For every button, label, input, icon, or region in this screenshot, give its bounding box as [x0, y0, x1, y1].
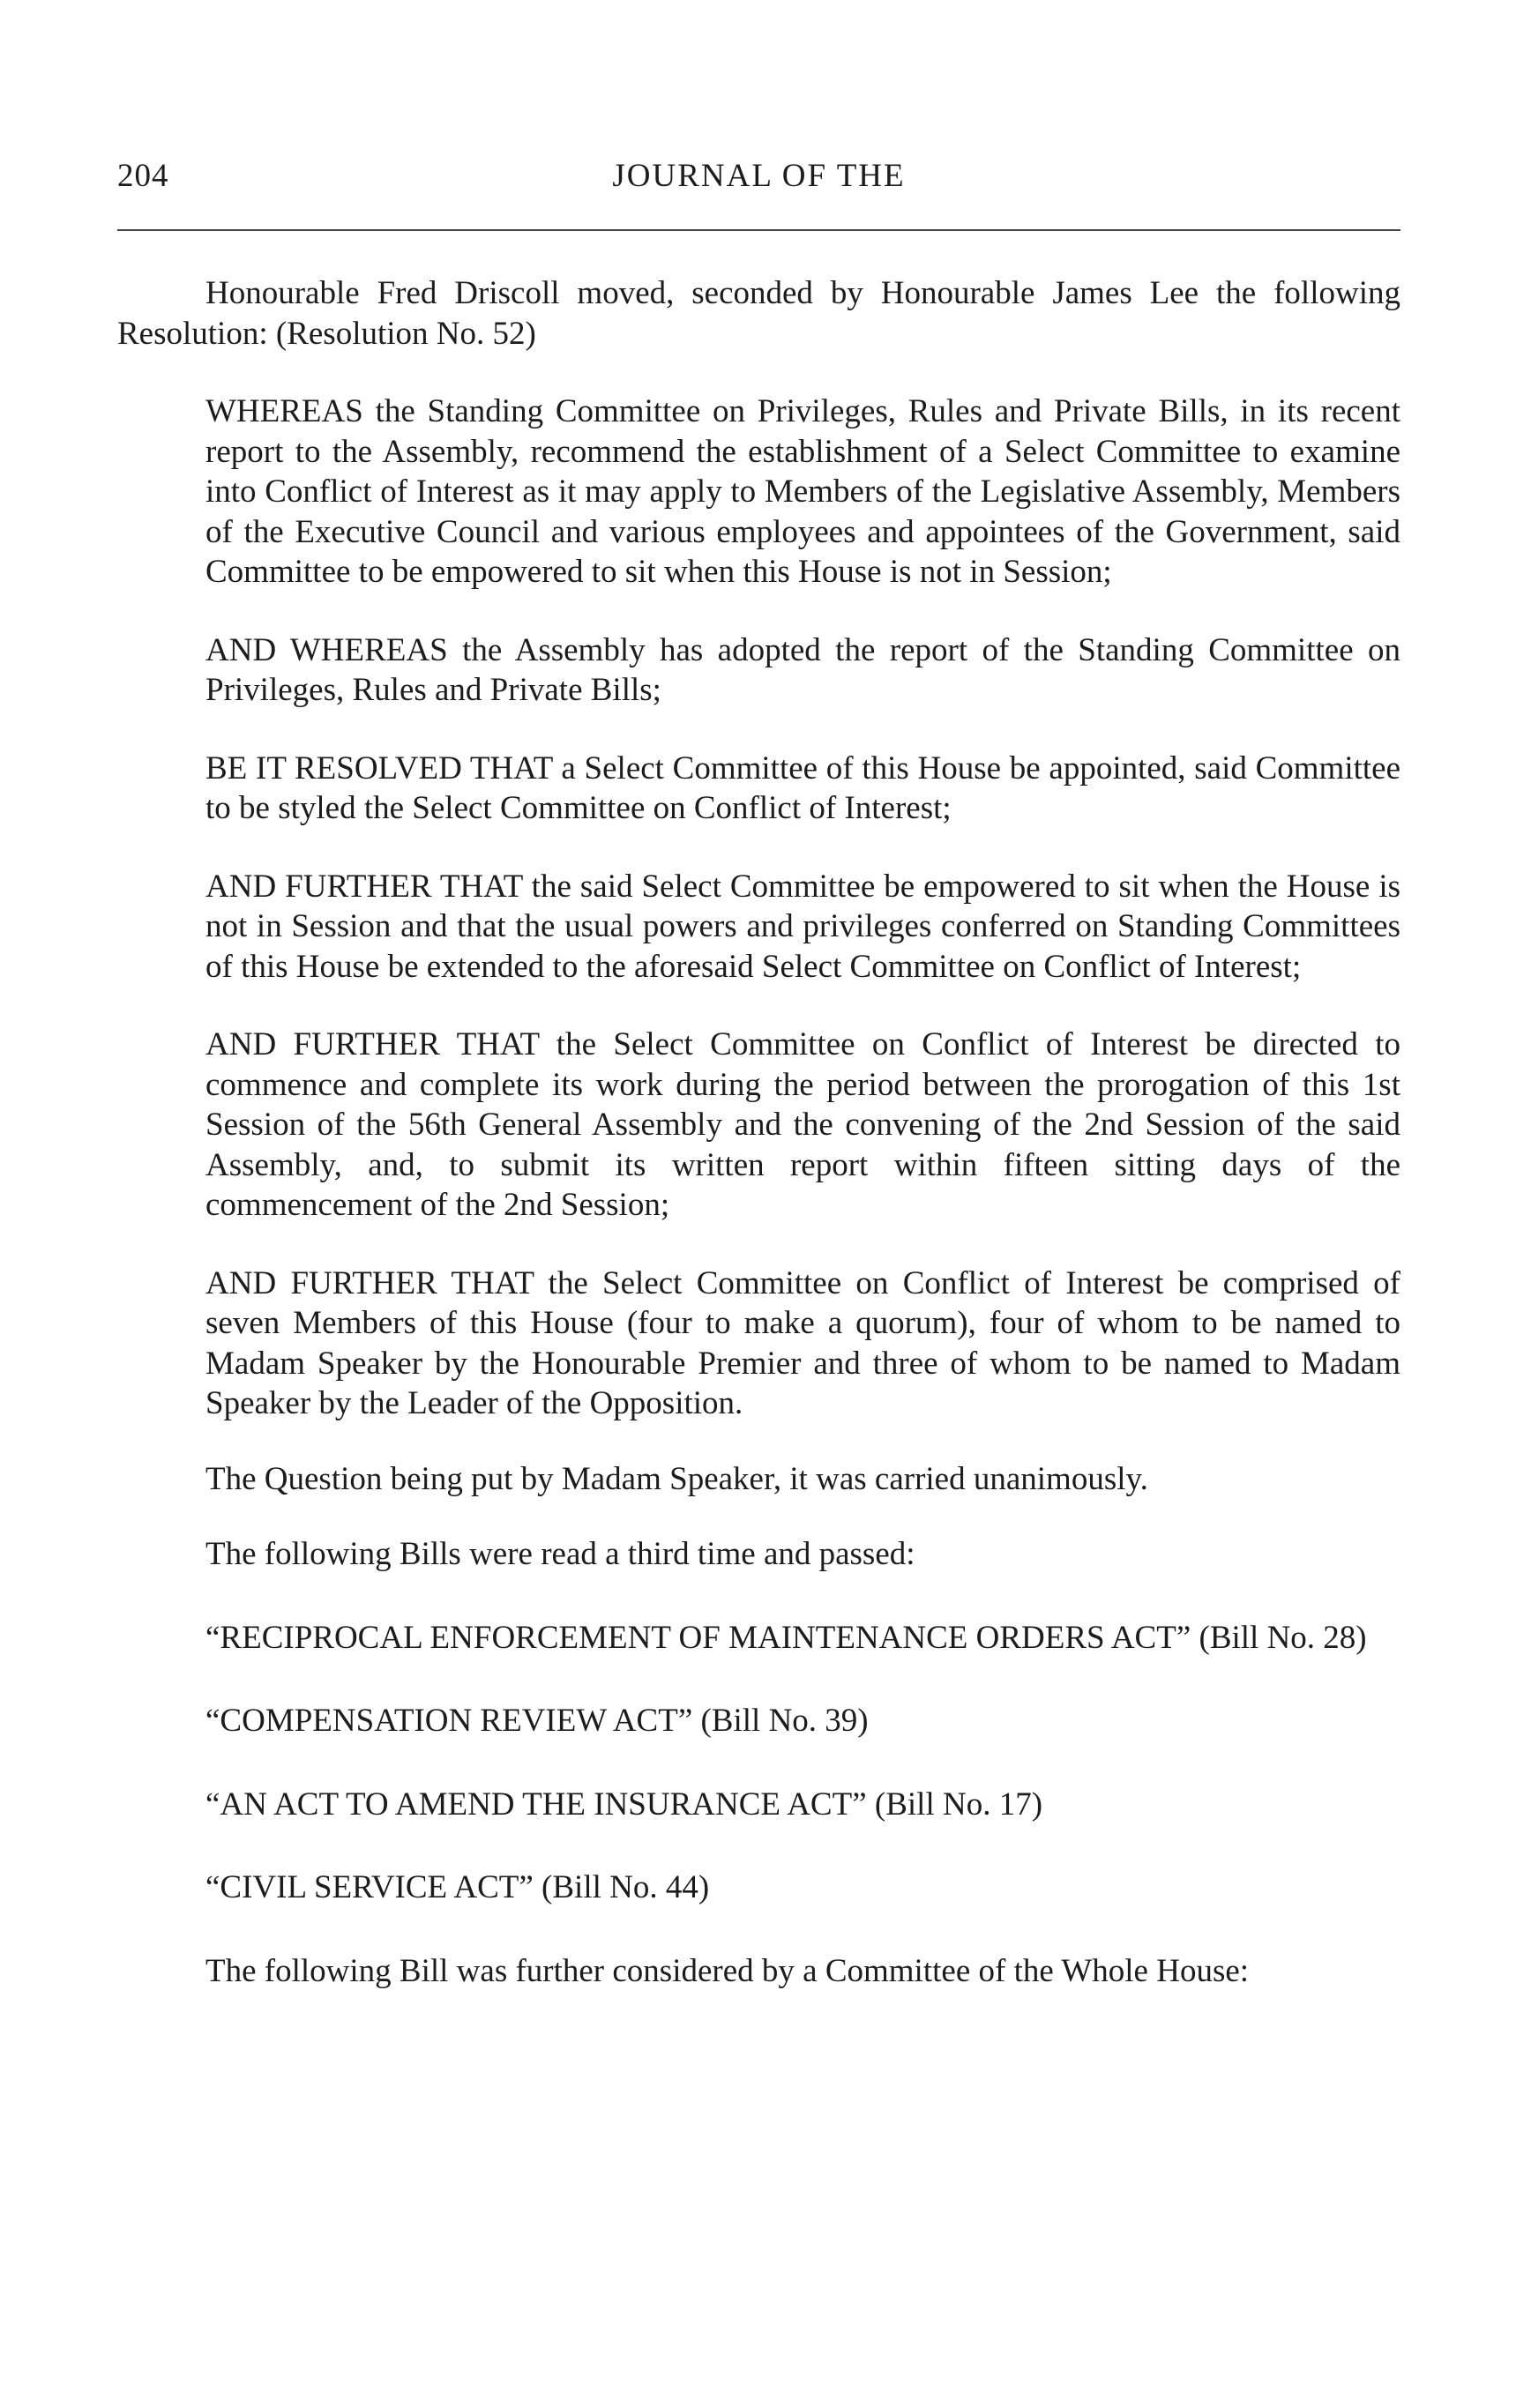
question-paragraph: The Question being put by Madam Speaker, it was carried unanimously. [205, 1460, 1148, 1497]
bill-item: “COMPENSATION REVIEW ACT” (Bill No. 39) [205, 1703, 869, 1739]
motion-paragraph: Honourable Fred Driscoll moved, seconded by Honourable James Lee the following Resolution: (Resolution No. 52) [117, 275, 1400, 352]
running-head: JOURNAL OF THE [612, 158, 906, 194]
page-header [117, 157, 1400, 210]
bill-item: “CIVIL SERVICE ACT” (Bill No. 44) [205, 1869, 710, 1905]
journal-body [117, 273, 1400, 1991]
header-rule [117, 229, 1400, 231]
page-number: 204 [117, 158, 169, 194]
whereas-clause-1: WHEREAS the Standing Committee on Privileges, Rules and Private Bills, in its recent report to the Assembly, recommend the establishment of a Select Committee to examine into Conflict of Interest as it may apply to Members of the Legislative Assembly, Members of the Executive Council and various employees and appointees of the Government, said Committee to be empowered to sit when this House is not in Session; [205, 393, 1400, 590]
resolved-clause: BE IT RESOLVED THAT a Select Committee of this House be appointed, said Committee to be styled the Select Committee on Conflict of Interest; [205, 749, 1400, 826]
bill-item: “RECIPROCAL ENFORCEMENT OF MAINTENANCE ORDERS ACT” (Bill No. 28) [205, 1619, 1367, 1656]
further-clause-3: AND FURTHER THAT the Select Committee on Conflict of Interest be comprised of seven Members of this House (four to make a quorum), four of whom to be named to Madam Speaker by the Honourable Premier and three of whom to be named to Madam Speaker by the Leader of the Opposition. [205, 1264, 1400, 1421]
further-clause-1: AND FURTHER THAT the said Select Committee be empowered to sit when the House is not in Session and that the usual powers and privileges conferred on Standing Committees of this House be extended to the aforesaid Select Committee on Conflict of Interest; [205, 868, 1400, 985]
bill-item: “AN ACT TO AMEND THE INSURANCE ACT” (Bill No. 17) [205, 1785, 1043, 1823]
third-reading-paragraph: The following Bills were read a third time and passed: [205, 1536, 915, 1572]
whereas-clause-2: AND WHEREAS the Assembly has adopted the report of the Standing Committee on Privileges, Rules and Private Bills; [205, 631, 1400, 708]
further-clause-2: AND FURTHER THAT the Select Committee on Conflict of Interest be directed to commence and complete its work during the period between the prorogation of this 1st Session of the 56th General Assembly and the convening of the 2nd Session of the said Assembly, and, to submit its written report within fifteen sitting days of the commencement of the 2nd Session; [205, 1026, 1400, 1223]
committee-paragraph: The following Bill was further considered by a Committee of the Whole House: [205, 1952, 1250, 1989]
